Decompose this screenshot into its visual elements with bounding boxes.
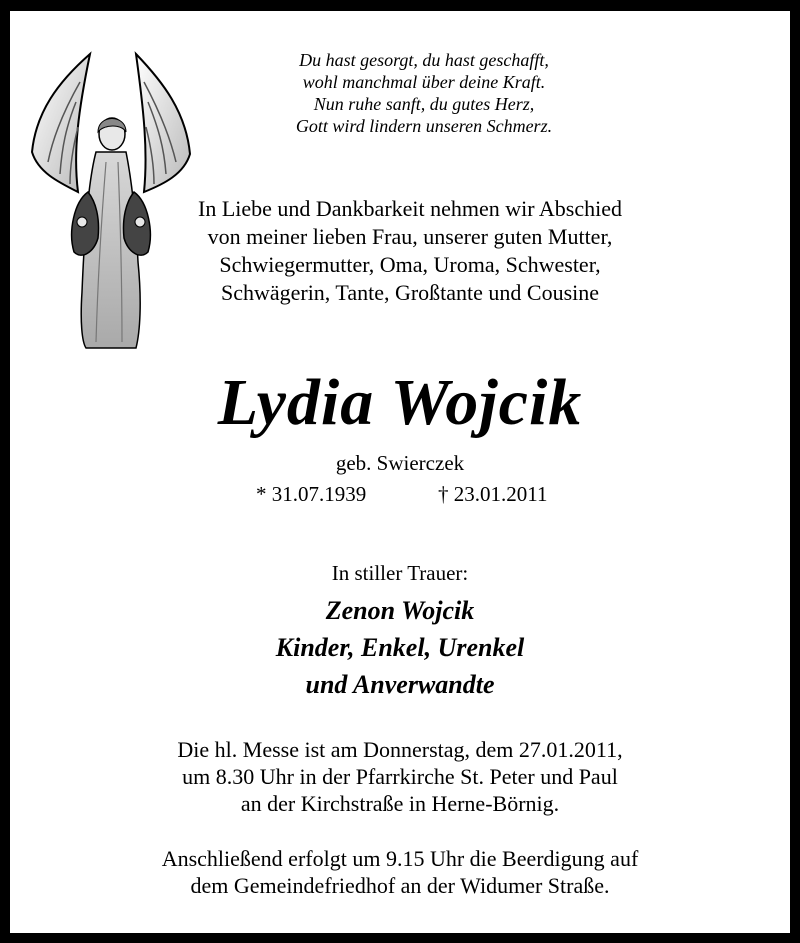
mourning-label: In stiller Trauer: xyxy=(331,561,469,585)
poem-line-4: Gott wird lindern unseren Schmerz. xyxy=(295,116,553,136)
birth-date: * 31.07.1939 xyxy=(256,482,367,506)
mass-info-line-3: an der Kirchstraße in Herne-Börnig. xyxy=(240,791,560,816)
poem-line-1: Du hast gesorgt, du hast geschafft, xyxy=(299,50,549,70)
intro-line-1: In Liebe und Dankbarkeit nehmen wir Abschied xyxy=(198,196,622,221)
mourner-line-1: Zenon Wojcik xyxy=(325,596,475,625)
poem-line-3: Nun ruhe sanft, du gutes Herz, xyxy=(313,94,535,114)
mourner-line-2: Kinder, Enkel, Urenkel xyxy=(275,633,525,662)
poem-line-2: wohl manchmal über deine Kraft. xyxy=(302,72,546,92)
burial-info-line-2: dem Gemeindefriedhof an der Widumer Straße. xyxy=(190,873,610,898)
intro-line-3: Schwiegermutter, Oma, Uroma, Schwester, xyxy=(219,252,601,277)
mourner-line-3: und Anverwandte xyxy=(305,670,495,699)
death-date: † 23.01.2011 xyxy=(438,482,548,506)
burial-info-line-1: Anschließend erfolgt um 9.15 Uhr die Beerdigung auf xyxy=(161,846,639,871)
mass-info-line-2: um 8.30 Uhr in der Pfarrkirche St. Peter und Paul xyxy=(182,764,618,789)
deceased-name: Lydia Wojcik xyxy=(217,366,583,439)
intro-line-2: von meiner lieben Frau, unserer guten Mutter, xyxy=(207,224,613,249)
intro-line-4: Schwägerin, Tante, Großtante und Cousine xyxy=(220,280,600,305)
maiden-name: geb. Swierczek xyxy=(335,451,465,475)
mass-info-line-1: Die hl. Messe ist am Donnerstag, dem 27.01.2011, xyxy=(177,737,623,762)
